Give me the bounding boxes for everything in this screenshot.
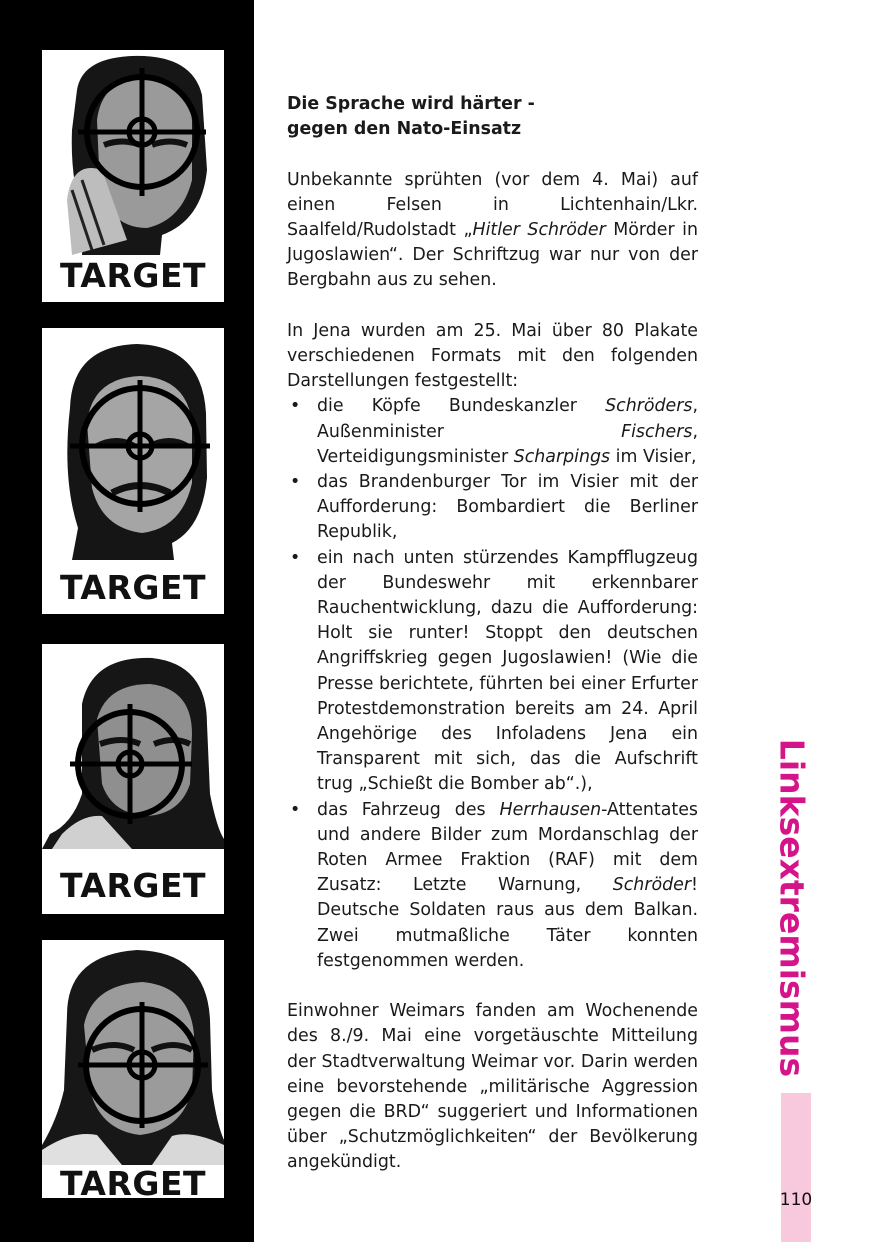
list-item: • das Fahrzeug des Herrhausen-Attentates und andere Bilder zum Mordanschlag der Roten Armee Fraktion (RAF) mit dem Zusatz: Letzte Warnung, Schröder! Deutsche Soldaten raus aus dem Balkan. Zwei mutmaßliche Täter konnten festgenommen werden. bbox=[287, 798, 698, 974]
poster-label: TARGET bbox=[59, 866, 207, 905]
list-item: • ein nach unten stürzendes Kampfflugzeug der Bundeswehr mit erkennbarer Rauchentwicklung, dazu die Aufforderung: Holt sie runter! Stoppt den deutschen Angriffskrieg gegen Jugoslawien! (Wie die Presse berichtete, führten bei einer Erfurter Protestdemonstration bereits am 24. April Angehörige des Infoladens Jena ein Transparent mit sich, das die Aufschrift trug „Schießt die Bomber ab“.), bbox=[287, 546, 698, 798]
poster-label: TARGET bbox=[59, 568, 207, 607]
paragraph-jena: In Jena wurden am 25. Mai über 80 Plakate verschiedenen Formats mit den folgenden Darstellungen festgestellt: bbox=[287, 320, 698, 392]
poster-label: TARGET bbox=[59, 256, 207, 295]
paragraph-weimar: Einwohner Weimars fanden am Wochenende des 8./9. Mai eine vorgetäuschte Mitteilung der Stadtverwaltung Weimar vor. Darin werden eine bevorstehende „militärische Aggression gegen die BRD“ suggeriert und Informationen über „Schutzmöglichkeiten“ der Bevölkerung angekündigt. bbox=[287, 1001, 698, 1173]
section-title-text: Linksextremismus bbox=[772, 738, 812, 1078]
article-body bbox=[287, 92, 698, 1176]
target-poster-1 bbox=[42, 50, 224, 302]
target-poster-3 bbox=[42, 644, 224, 914]
section-marker-bar bbox=[781, 1093, 811, 1242]
list-item: • das Brandenburger Tor im Visier mit der Aufforderung: Bombardiert die Berliner Republik, bbox=[287, 470, 698, 546]
target-poster-4 bbox=[42, 940, 224, 1198]
page-number: 110 bbox=[779, 1190, 813, 1210]
image-strip bbox=[0, 0, 254, 1242]
target-poster-2 bbox=[42, 328, 224, 614]
list-item: • die Köpfe Bundeskanzler Schröders, Außenminister Fischers, Verteidigungsminister Scharpings im Visier, bbox=[287, 394, 698, 470]
article-heading bbox=[287, 92, 698, 142]
paragraph-lichtenhain: Unbekannte sprühten (vor dem 4. Mai) auf einen Felsen in Lichtenhain/Lkr. Saalfeld/Rudolstadt „Hitler Schröder Mörder in Jugoslawien“. Der Schriftzug war nur von der Bergbahn aus zu sehen. bbox=[287, 169, 698, 291]
heading-line-2: gegen den Nato-Einsatz bbox=[287, 119, 522, 140]
poster-label: TARGET bbox=[59, 1164, 207, 1198]
bullet-list bbox=[287, 394, 698, 974]
section-title bbox=[770, 738, 814, 1078]
face-crosshair-image bbox=[42, 940, 224, 1198]
heading-line-1: Die Sprache wird härter - bbox=[287, 94, 535, 114]
